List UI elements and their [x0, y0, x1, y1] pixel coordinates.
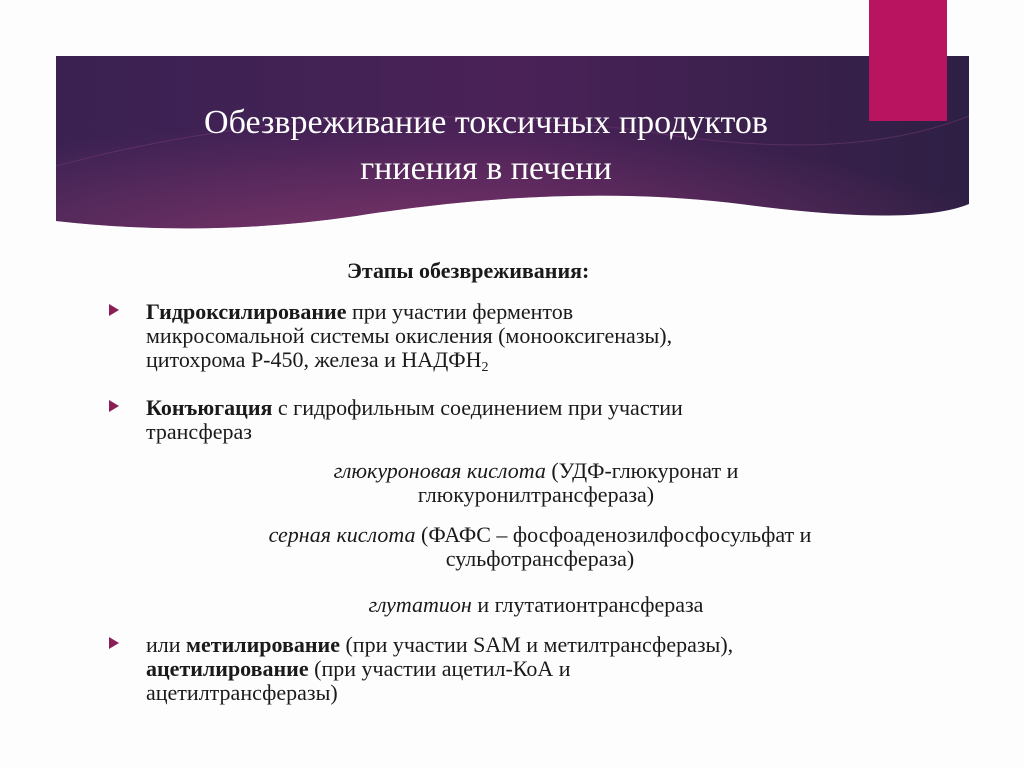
section-heading: Этапы обезвреживания:: [347, 258, 590, 283]
term-bold: Гидроксилирование: [146, 299, 347, 324]
term-italic: глюкуроновая кислота: [333, 458, 546, 483]
item-text: (ФАФС – фосфоаденозилфосфосульфат и: [415, 522, 812, 547]
triangle-right-icon: [109, 637, 119, 649]
slide-title: [56, 100, 916, 192]
sub-item-glucuronic: [200, 459, 872, 507]
item-text: микросомальной системы окисления (монооксигеназы),: [146, 323, 673, 348]
item-text: ацетилтрансферазы): [146, 680, 338, 705]
list-item-conjugation: [146, 396, 683, 444]
term-bold: ацетилирование: [146, 656, 309, 681]
triangle-right-icon: [109, 400, 119, 412]
sub-item-glutathione: [200, 593, 872, 617]
term-bold: метилирование: [186, 632, 340, 657]
item-text: или: [146, 632, 187, 657]
subscript: 2: [481, 360, 489, 375]
term-italic: глутатион: [368, 592, 472, 617]
item-text: (при участии ацетил-КоА и: [308, 656, 571, 681]
item-text: (при участии SAM и метилтрансферазы),: [339, 632, 734, 657]
item-text: сульфотрансфераза): [445, 546, 635, 571]
sub-item-sulfuric: [140, 523, 940, 571]
item-text: и глутатионтрансфераза: [471, 592, 704, 617]
title-line-2: гниения в печени: [360, 150, 612, 187]
title-line-1: Обезвреживание токсичных продуктов: [204, 104, 768, 141]
item-text: (УДФ-глюкуронат и: [545, 458, 739, 483]
item-text: трансфераз: [146, 419, 252, 444]
item-text: с гидрофильным соединением при участии: [272, 395, 683, 420]
list-item-methylation: [146, 633, 733, 705]
triangle-right-icon: [109, 304, 119, 316]
item-text: цитохрома Р-450, железа и НАДФН: [146, 347, 482, 372]
list-item-hydroxylation: [146, 300, 672, 380]
item-text: глюкуронилтрансфераза): [417, 482, 655, 507]
term-bold: Конъюгация: [146, 395, 273, 420]
item-text: при участии ферментов: [346, 299, 574, 324]
term-italic: серная кислота: [268, 522, 416, 547]
